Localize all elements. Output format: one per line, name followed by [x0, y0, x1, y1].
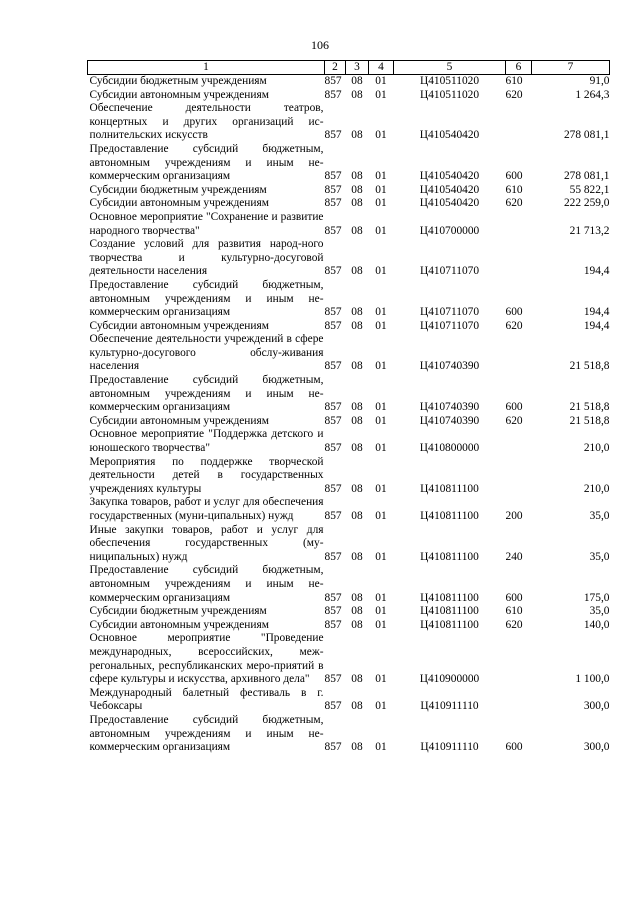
table-row	[88, 524, 610, 565]
row-target-article: Ц410800000	[419, 442, 480, 455]
row-section-code: 08	[351, 129, 363, 142]
row-subsection-code: 01	[375, 700, 387, 713]
row-grbs-code: 857	[324, 482, 342, 495]
row-expense-type: 610	[505, 75, 523, 87]
row-expense-type: 620	[505, 319, 523, 332]
table-row	[88, 687, 610, 714]
row-name: Субсидии автономным учреждениям	[89, 319, 269, 332]
table-row	[88, 184, 610, 198]
row-target-article: Ц410711070	[419, 265, 480, 278]
table-row	[88, 496, 610, 523]
header-col-7: 7	[532, 61, 610, 75]
row-amount: 21 713,2	[569, 224, 610, 237]
row-amount: 21 518,8	[569, 414, 610, 427]
row-target-article: Ц410911110	[420, 700, 479, 713]
row-amount: 210,0	[583, 482, 610, 495]
row-section-code: 08	[351, 75, 363, 87]
row-expense-type: 600	[505, 741, 523, 754]
row-subsection-code: 01	[375, 183, 387, 196]
header-row	[88, 61, 610, 75]
row-section-code: 08	[351, 306, 363, 319]
row-expense-type: 610	[505, 605, 523, 618]
row-expense-type: 620	[505, 618, 523, 631]
row-target-article: Ц410811100	[420, 482, 479, 495]
row-grbs-code: 857	[324, 197, 342, 210]
row-name: Основное мероприятие "Сохранение и развитие народного творчества"	[89, 210, 324, 237]
row-target-article: Ц410540420	[419, 197, 480, 210]
row-grbs-code: 857	[324, 360, 342, 373]
table-row	[88, 415, 610, 429]
row-subsection-code: 01	[375, 319, 387, 332]
row-grbs-code: 857	[324, 75, 342, 87]
row-section-code: 08	[351, 401, 363, 414]
table-body	[88, 75, 610, 755]
row-grbs-code: 857	[324, 605, 342, 618]
row-name: Создание условий для развития народ-ного творчества и культурно-досуговой деятельности населения	[89, 238, 324, 278]
row-target-article: Ц410811100	[420, 510, 479, 522]
row-amount: 21 518,8	[569, 360, 610, 373]
row-section-code: 08	[351, 170, 363, 183]
row-section-code: 08	[351, 265, 363, 278]
table-row	[88, 279, 610, 320]
row-subsection-code: 01	[375, 741, 387, 754]
row-subsection-code: 01	[375, 224, 387, 237]
row-subsection-code: 01	[375, 88, 387, 101]
row-target-article: Ц410740390	[419, 414, 480, 427]
table-row	[88, 75, 610, 89]
row-section-code: 08	[351, 197, 363, 210]
table-row	[88, 619, 610, 633]
row-grbs-code: 857	[324, 741, 342, 754]
row-amount: 140,0	[583, 618, 610, 631]
row-name: Субсидии автономным учреждениям	[89, 88, 269, 101]
row-target-article: Ц410811100	[420, 550, 479, 563]
row-section-code: 08	[351, 673, 363, 686]
header-col-4: 4	[369, 61, 394, 75]
row-subsection-code: 01	[375, 170, 387, 183]
row-expense-type: 240	[505, 550, 523, 563]
table-row	[88, 102, 610, 143]
row-target-article: Ц410511020	[419, 75, 480, 87]
row-grbs-code: 857	[324, 319, 342, 332]
row-name: Обеспечение деятельности учреждений в сфере культурно-досугового обслу-живания населения	[89, 333, 324, 373]
row-amount: 35,0	[589, 510, 610, 522]
header-col-1: 1	[88, 61, 325, 75]
row-name: Субсидии автономным учреждениям	[89, 414, 269, 427]
row-subsection-code: 01	[375, 482, 387, 495]
row-target-article: Ц410811100	[420, 618, 479, 631]
table-row	[88, 714, 610, 755]
row-grbs-code: 857	[324, 414, 342, 427]
row-grbs-code: 857	[324, 591, 342, 604]
row-target-article: Ц410811100	[420, 591, 479, 604]
table-row	[88, 374, 610, 415]
row-target-article: Ц410900000	[419, 673, 480, 686]
row-amount: 194,4	[583, 319, 610, 332]
row-amount: 55 822,1	[569, 183, 610, 196]
row-name: Мероприятия по поддержке творческой деятельности детей в государственных учреждениях культуры	[89, 455, 324, 495]
row-section-code: 08	[351, 183, 363, 196]
header-col-3: 3	[346, 61, 369, 75]
header-col-6: 6	[506, 61, 532, 75]
header-col-2: 2	[325, 61, 346, 75]
row-amount: 194,4	[583, 265, 610, 278]
row-expense-type: 600	[505, 591, 523, 604]
row-target-article: Ц410911110	[420, 741, 479, 754]
row-target-article: Ц410540420	[419, 129, 480, 142]
row-name: Предоставление субсидий бюджетным, автономным учреждениям и иным не-коммерческим организациям	[89, 713, 324, 754]
row-amount: 210,0	[583, 442, 610, 455]
row-amount: 300,0	[583, 741, 610, 754]
row-expense-type: 200	[505, 510, 523, 522]
row-grbs-code: 857	[324, 510, 342, 522]
row-subsection-code: 01	[375, 75, 387, 87]
row-expense-type	[506, 333, 532, 374]
row-expense-type	[506, 211, 532, 238]
row-amount: 222 259,0	[563, 197, 610, 210]
row-subsection-code: 01	[375, 673, 387, 686]
row-grbs-code: 857	[324, 88, 342, 101]
row-grbs-code: 857	[324, 618, 342, 631]
row-subsection-code: 01	[375, 510, 387, 522]
row-name: Предоставление субсидий бюджетным, автономным учреждениям и иным не-коммерческим организациям	[89, 142, 324, 183]
row-grbs-code: 857	[324, 700, 342, 713]
row-amount: 1 264,3	[575, 88, 610, 101]
table-header	[88, 61, 610, 75]
row-target-article: Ц410540420	[419, 183, 480, 196]
header-col-5: 5	[394, 61, 506, 75]
table-row	[88, 428, 610, 455]
row-expense-type: 600	[505, 401, 523, 414]
table-row	[88, 632, 610, 686]
table-row	[88, 143, 610, 184]
row-expense-type	[506, 102, 532, 143]
row-subsection-code: 01	[375, 618, 387, 631]
row-name: Основное мероприятие "Проведение международных, всероссийских, меж-регональных, республиканских меро-приятий в сфере культуры и искусства, архивного дела"	[89, 632, 324, 686]
row-section-code: 08	[351, 605, 363, 618]
row-section-code: 08	[351, 482, 363, 495]
row-target-article: Ц410740390	[419, 401, 480, 414]
row-expense-type	[506, 456, 532, 497]
row-target-article: Ц410711070	[419, 319, 480, 332]
row-subsection-code: 01	[375, 129, 387, 142]
row-subsection-code: 01	[375, 591, 387, 604]
row-grbs-code: 857	[324, 306, 342, 319]
row-section-code: 08	[351, 442, 363, 455]
row-expense-type	[506, 687, 532, 714]
row-amount: 300,0	[583, 700, 610, 713]
row-grbs-code: 857	[324, 265, 342, 278]
row-grbs-code: 857	[324, 129, 342, 142]
row-name: Закупка товаров, работ и услуг для обеспечения государственных (муни-ципальных) нужд	[89, 496, 324, 522]
row-name: Основное мероприятие "Поддержка детского и юношеского творчества"	[89, 428, 324, 455]
row-amount: 35,0	[589, 550, 610, 563]
row-section-code: 08	[351, 591, 363, 604]
row-section-code: 08	[351, 414, 363, 427]
row-grbs-code: 857	[324, 170, 342, 183]
row-amount: 278 081,1	[563, 170, 610, 183]
table-row	[88, 456, 610, 497]
row-target-article: Ц410540420	[419, 170, 480, 183]
row-expense-type: 610	[505, 183, 523, 196]
row-name: Предоставление субсидий бюджетным, автономным учреждениям и иным не-коммерческим организациям	[89, 564, 324, 604]
row-expense-type: 600	[505, 306, 523, 319]
table-row	[88, 333, 610, 374]
row-name: Субсидии бюджетным учреждениям	[89, 75, 267, 87]
row-name: Международный балетный фестиваль в г. Чебоксары	[89, 686, 324, 713]
row-section-code: 08	[351, 741, 363, 754]
row-expense-type: 620	[505, 197, 523, 210]
row-section-code: 08	[351, 319, 363, 332]
row-expense-type: 620	[505, 414, 523, 427]
row-amount: 35,0	[589, 605, 610, 618]
row-name: Предоставление субсидий бюджетным, автономным учреждениям и иным не-коммерческим организациям	[89, 374, 324, 414]
row-grbs-code: 857	[324, 673, 342, 686]
row-expense-type	[506, 632, 532, 686]
table-row	[88, 238, 610, 279]
budget-table	[87, 60, 610, 755]
row-expense-type: 620	[505, 88, 523, 101]
row-subsection-code: 01	[375, 605, 387, 618]
row-subsection-code: 01	[375, 401, 387, 414]
row-name: Субсидии бюджетным учреждениям	[89, 183, 267, 196]
page-number: 106	[311, 38, 329, 52]
row-subsection-code: 01	[375, 265, 387, 278]
row-target-article: Ц410740390	[419, 360, 480, 373]
row-expense-type	[506, 238, 532, 279]
row-section-code: 08	[351, 618, 363, 631]
row-grbs-code: 857	[324, 442, 342, 455]
row-target-article: Ц410700000	[419, 224, 480, 237]
row-expense-type	[506, 428, 532, 455]
table-row	[88, 211, 610, 238]
row-subsection-code: 01	[375, 414, 387, 427]
row-name: Субсидии автономным учреждениям	[89, 618, 269, 631]
table-row	[88, 197, 610, 211]
table-row	[88, 605, 610, 619]
row-section-code: 08	[351, 700, 363, 713]
row-grbs-code: 857	[324, 224, 342, 237]
row-amount: 194,4	[583, 306, 610, 319]
row-section-code: 08	[351, 360, 363, 373]
table-row	[88, 89, 610, 103]
row-section-code: 08	[351, 510, 363, 522]
table-row	[88, 564, 610, 605]
row-subsection-code: 01	[375, 197, 387, 210]
row-name: Иные закупки товаров, работ и услуг для обеспечения государственных (му-ниципальных) нужд	[89, 523, 324, 563]
row-amount: 175,0	[583, 591, 610, 604]
row-section-code: 08	[351, 224, 363, 237]
row-subsection-code: 01	[375, 306, 387, 319]
row-target-article: Ц410511020	[419, 88, 480, 101]
table-row	[88, 320, 610, 334]
row-expense-type: 600	[505, 170, 523, 183]
row-amount: 91,0	[589, 75, 610, 87]
row-subsection-code: 01	[375, 550, 387, 563]
row-target-article: Ц410711070	[419, 306, 480, 319]
row-grbs-code: 857	[324, 183, 342, 196]
row-amount: 278 081,1	[563, 129, 610, 142]
row-amount: 1 100,0	[575, 673, 610, 686]
row-section-code: 08	[351, 88, 363, 101]
row-subsection-code: 01	[375, 442, 387, 455]
row-name: Субсидии бюджетным учреждениям	[89, 605, 267, 618]
row-grbs-code: 857	[324, 550, 342, 563]
row-grbs-code: 857	[324, 401, 342, 414]
row-subsection-code: 01	[375, 360, 387, 373]
row-section-code: 08	[351, 550, 363, 563]
row-name: Субсидии автономным учреждениям	[89, 197, 269, 210]
row-name: Предоставление субсидий бюджетным, автономным учреждениям и иным не-коммерческим организациям	[89, 278, 324, 319]
row-target-article: Ц410811100	[420, 605, 479, 618]
row-name: Обеспечение деятельности театров, концертных и других организаций ис-полнительских искусств	[89, 102, 324, 142]
row-amount: 21 518,8	[569, 401, 610, 414]
